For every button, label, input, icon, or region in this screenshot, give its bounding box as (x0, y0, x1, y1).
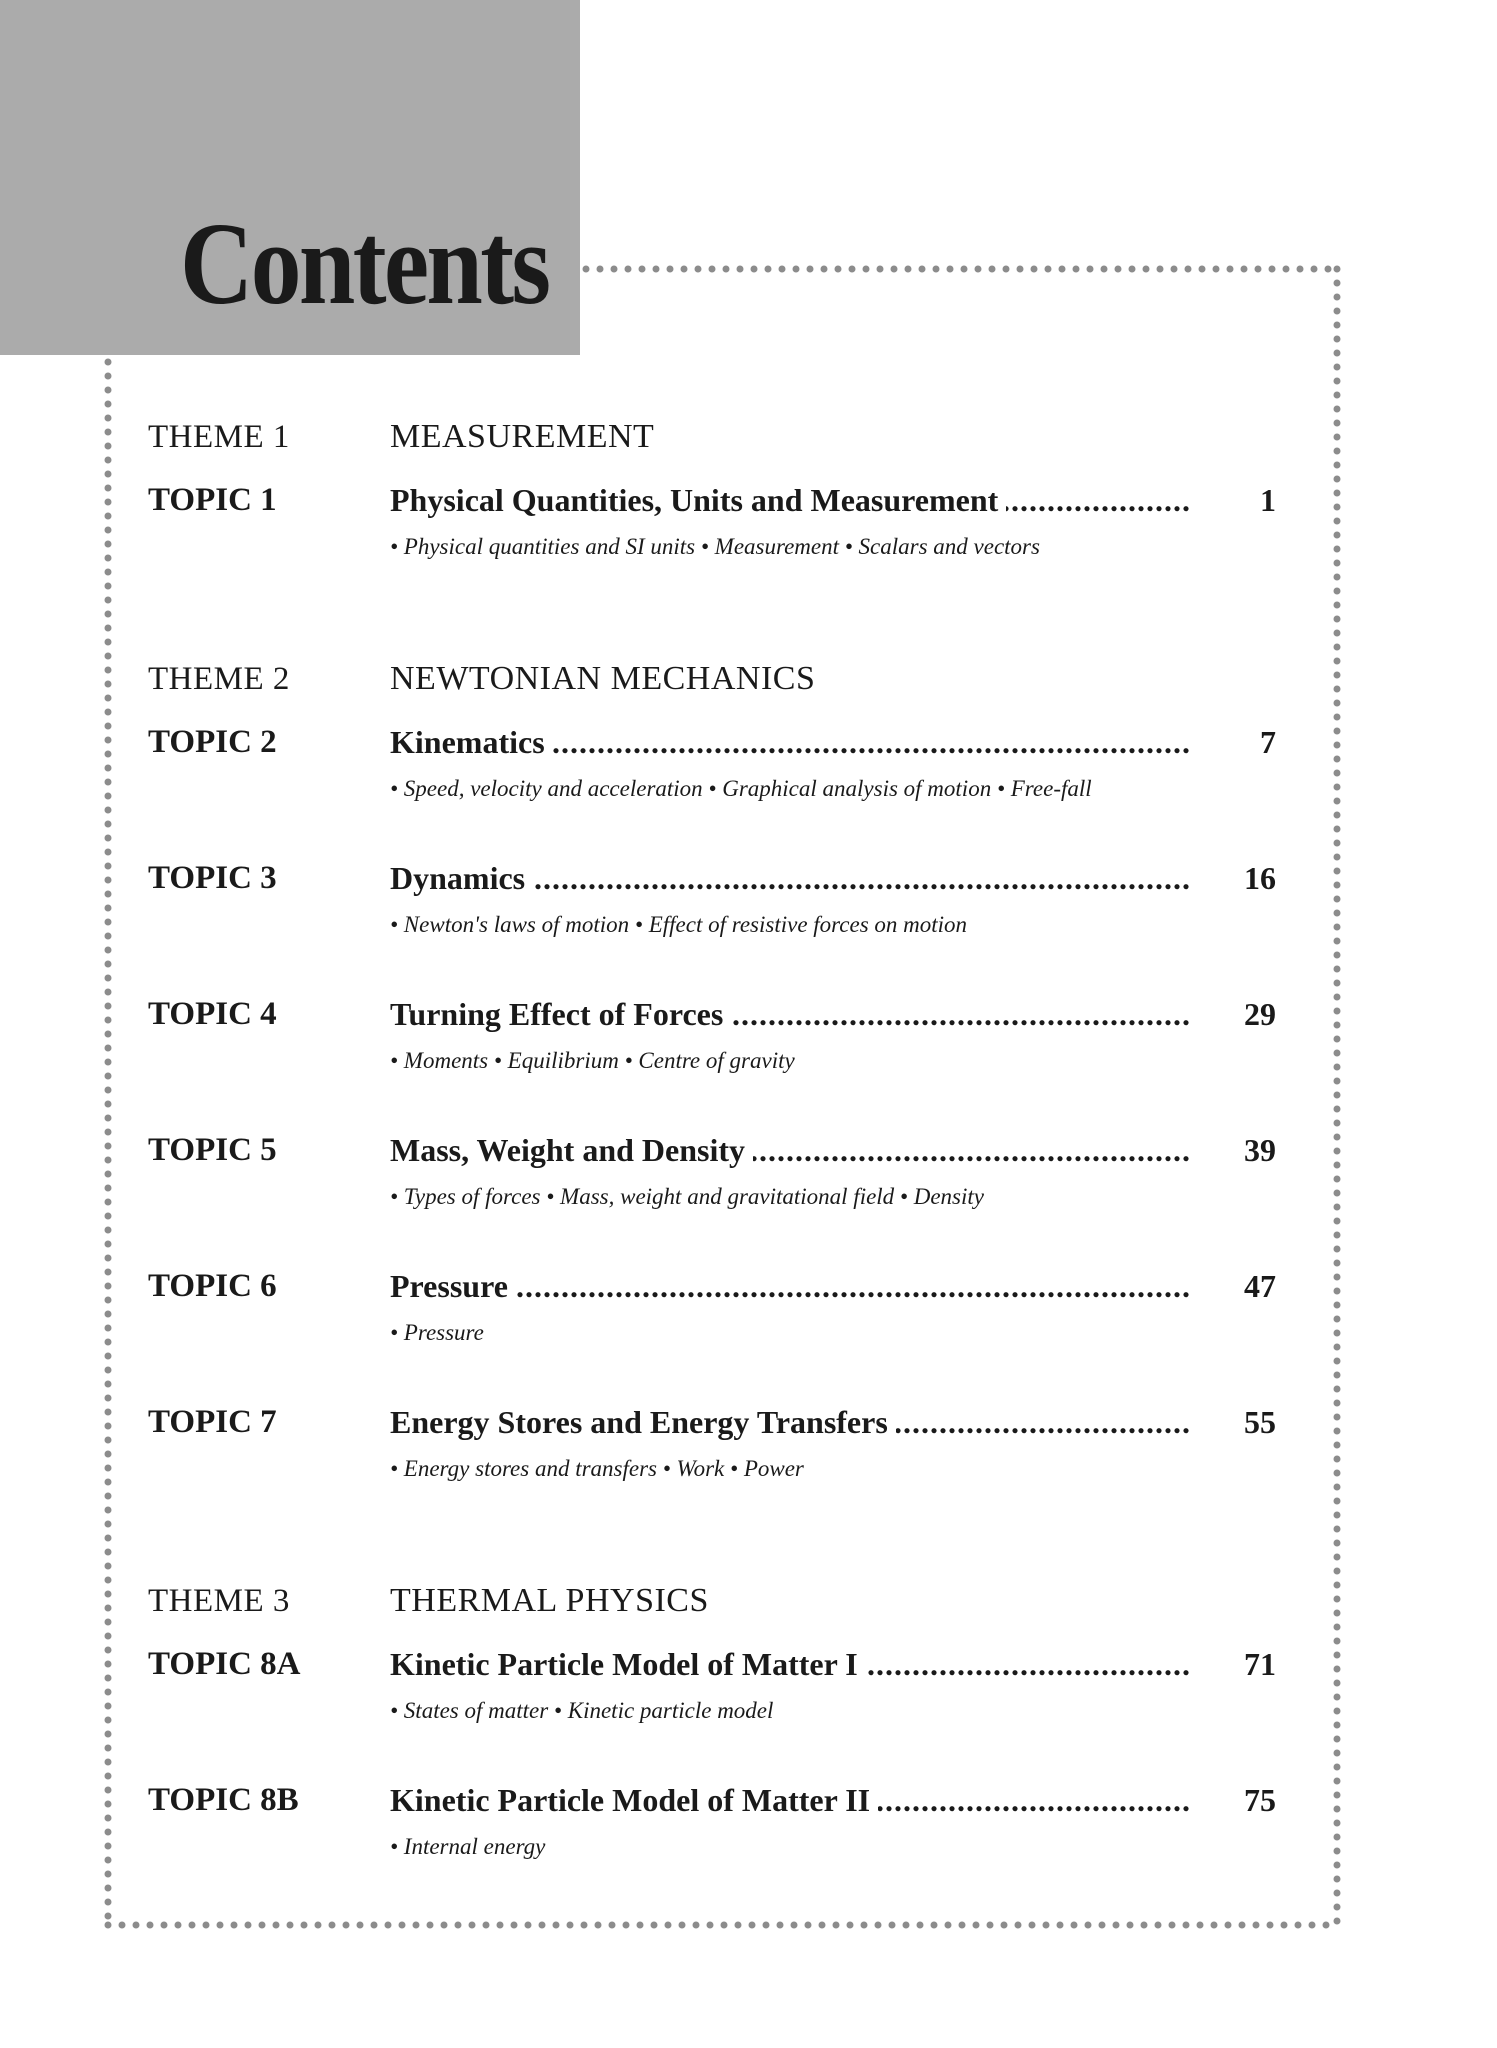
theme-title: NEWTONIAN MECHANICS (390, 660, 816, 697)
theme-title: THERMAL PHYSICS (390, 1582, 709, 1619)
topic-page-number[interactable]: 1 (1260, 482, 1276, 518)
topic-title[interactable]: ..... Kinetic Particle Model of Matter II (390, 1780, 1192, 1820)
topic-label: TOPIC 7 (148, 1404, 277, 1440)
topic-page-number[interactable]: 7 (1260, 724, 1276, 760)
topic-subtopics: • Pressure (390, 1320, 484, 1345)
theme-label: THEME 3 (148, 1583, 290, 1619)
topic-page-number[interactable]: 16 (1244, 860, 1276, 896)
topic-label: TOPIC 6 (148, 1268, 277, 1304)
topic-subtopics: • Moments • Equilibrium • Centre of gravity (390, 1048, 795, 1073)
topic-title[interactable]: ..... Physical Quantities, Units and Measurement (390, 480, 1192, 520)
topic-page-number[interactable]: 29 (1244, 996, 1276, 1032)
topic-subtopics: • Speed, velocity and acceleration • Graphical analysis of motion • Free-fall (390, 776, 1092, 801)
topic-label: TOPIC 1 (148, 482, 277, 518)
topic-subtopics: • Physical quantities and SI units • Measurement • Scalars and vectors (390, 534, 1040, 559)
topic-title[interactable]: ..... Mass, Weight and Density (390, 1130, 1192, 1170)
topic-page-number[interactable]: 39 (1244, 1132, 1276, 1168)
theme-title: MEASUREMENT (390, 418, 655, 455)
topic-label: TOPIC 5 (148, 1132, 277, 1168)
topic-label: TOPIC 8B (148, 1782, 299, 1818)
topic-subtopics: • Newton's laws of motion • Effect of resistive forces on motion (390, 912, 968, 937)
page-title: Contents (180, 198, 549, 329)
theme-label: THEME 2 (148, 661, 290, 697)
topic-label: TOPIC 3 (148, 860, 277, 896)
topic-subtopics: • Types of forces • Mass, weight and gravitational field • Density (390, 1184, 984, 1209)
topic-subtopics: • Internal energy (390, 1834, 546, 1859)
topic-title[interactable]: ..... Pressure (390, 1266, 1192, 1306)
topic-page-number[interactable]: 71 (1244, 1646, 1276, 1682)
topic-label: TOPIC 2 (148, 724, 277, 760)
topic-title[interactable]: ..... Turning Effect of Forces (390, 994, 1192, 1034)
topic-page-number[interactable]: 55 (1244, 1404, 1276, 1440)
topic-title[interactable]: ..... Dynamics (390, 858, 1192, 898)
topic-subtopics: • States of matter • Kinetic particle model (390, 1698, 774, 1723)
topic-title[interactable]: ..... Kinetic Particle Model of Matter I (390, 1644, 1192, 1684)
topic-page-number[interactable]: 47 (1244, 1268, 1276, 1304)
topic-title[interactable]: ..... Kinematics (390, 722, 1192, 762)
topic-page-number[interactable]: 75 (1244, 1782, 1276, 1818)
topic-label: TOPIC 8A (148, 1646, 301, 1682)
topic-subtopics: • Energy stores and transfers • Work • Power (390, 1456, 804, 1481)
topic-title[interactable]: ..... Energy Stores and Energy Transfers (390, 1402, 1192, 1442)
topic-label: TOPIC 4 (148, 996, 277, 1032)
theme-label: THEME 1 (148, 419, 290, 455)
